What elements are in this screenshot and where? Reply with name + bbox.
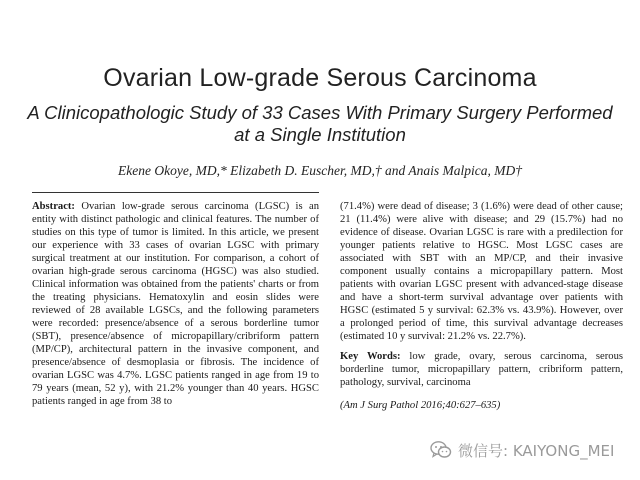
abstract-right-column xyxy=(340,200,623,412)
divider-rule xyxy=(32,192,319,193)
watermark xyxy=(430,437,630,463)
paper-title: Ovarian Low-grade Serous Carcinoma xyxy=(103,64,537,92)
wechat-icon xyxy=(430,440,452,460)
abstract-text-right: (71.4%) were dead of disease; 3 (1.6%) were dead of other cause; 21 (11.4%) were alive with disease; and 29 (15.7%) had no evidence of disease. Ovarian LGSC is rare with a predilection for younger patients relative to HGSC. Most LGSC cases are associated with SBT with an MP/CP, and their invasive component usually contains a micropapillary pattern. Most patients with ovarian LGSC present with advanced-stage disease and have a short-term survival advantage over patients with HGSC (estimated 5 y survival: 62.3% vs. 43.9%). However, over a prolonged period of time, this survival advantage decreases (estimated 10 y survival: 21.2% vs. 22.7%). xyxy=(340,201,623,342)
abstract-label: Abstract: xyxy=(32,201,75,212)
abstract-paragraph xyxy=(32,200,319,408)
keywords-text: low grade, ovary, serous carcinoma, serous borderline tumor, micropapillary pattern, cribriform pattern, pathology, survival, carcinoma xyxy=(340,351,623,388)
keywords-paragraph xyxy=(340,350,623,389)
abstract-text-left: Ovarian low-grade serous carcinoma (LGSC) is an entity with distinct pathologic and clinical features. The number of studies on this type of tumor is limited. In this article, we present our experience with 33 cases of ovarian LGSC with primary surgical treatment at our institution. For comparison, a cohort of ovarian high-grade serous carcinoma (HGSC) was also studied. Clinical information was obtained from the patients' charts or from the treating physicians. Hematoxylin and eosin slides were reviewed of 28 available LGSCs, and the following parameters were recorded: presence/absence of a serous borderline tumor (SBT), presence/absence of micropapillary/cribriform pattern (MP/CP), architectural pattern in the invasive component, and presence/absence of desmoplasia or fibrosis. The incidence of ovarian LGSC was 4.7%. LGSC patients ranged in age from 19 to 79 years (mean, 52 y), with 21.2% younger than 40 years. HGSC patients ranged in age from 38 to xyxy=(32,201,319,407)
author-list: Ekene Okoye, MD,* Elizabeth D. Euscher, MD,† and Anais Malpica, MD† xyxy=(118,163,522,178)
abstract-left-column xyxy=(32,200,319,408)
keywords-label: Key Words: xyxy=(340,351,401,362)
watermark-text: 微信号: KAIYONG_MEI xyxy=(458,441,615,460)
citation: (Am J Surg Pathol 2016;40:627–635) xyxy=(340,400,501,411)
paper-subtitle: A Clinicopathologic Study of 33 Cases With Primary Surgery Performed at a Single Institution xyxy=(27,102,613,145)
